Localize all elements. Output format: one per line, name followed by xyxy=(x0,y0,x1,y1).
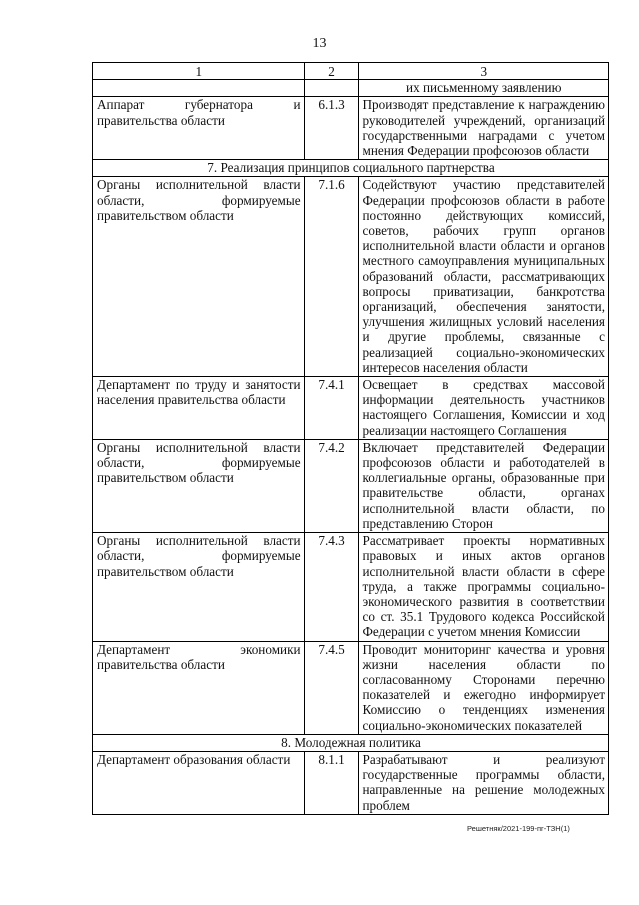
org-cell: Органы исполнительной власти области, формируемые правительством области xyxy=(93,439,305,532)
org-cell: Департамент по труду и занятости населения правительства области xyxy=(93,377,305,440)
section-row xyxy=(93,160,609,177)
table-row xyxy=(93,439,609,532)
measure-text-cell: Содействуют участию представителей Федерации профсоюзов области в работе постоянно действующих комиссий, советов, рабочих групп органов исполнительной власти области и органов местного самоуправления муниципальных образований области, рассматривающих вопросы приватизации, банкротства организаций, обеспечения занятости, улучшения жилищных условий населения и другие проблемы, связанные с реализацией социально-экономических интересов населения области xyxy=(358,177,609,377)
item-code-cell: 7.1.6 xyxy=(304,177,358,377)
table-header-row xyxy=(93,63,609,80)
org-cell: Аппарат губернатора и правительства области xyxy=(93,97,305,160)
continuation-row xyxy=(93,80,609,97)
column-header-1: 1 xyxy=(93,63,305,80)
item-code-cell: 7.4.2 xyxy=(304,439,358,532)
column-header-2: 2 xyxy=(304,63,358,80)
measure-text-cell: Проводит мониторинг качества и уровня жизни населения области по согласованному Сторонами перечню показателей и ежегодно информирует Комиссию о тенденциях изменения социально-экономических показателей xyxy=(358,641,609,734)
item-code-cell: 7.4.5 xyxy=(304,641,358,734)
continuation-text: их письменному заявлению xyxy=(358,80,609,97)
table-row xyxy=(93,641,609,734)
table-row xyxy=(93,751,609,814)
org-cell: Органы исполнительной власти области, формируемые правительством области xyxy=(93,177,305,377)
org-cell: Органы исполнительной власти области, формируемые правительством области xyxy=(93,533,305,641)
column-header-3: 3 xyxy=(358,63,609,80)
item-code-cell: 7.4.1 xyxy=(304,377,358,440)
page-number: 13 xyxy=(312,36,327,51)
measure-text-cell: Рассматривает проекты нормативных правовых и иных актов органов исполнительной власти области в сфере труда, а также программы социально-экономического развития в соответствии со ст. 35.1 Трудового кодекса Российской Федерации с учетом мнения Комиссии xyxy=(358,533,609,641)
item-code-cell: 7.4.3 xyxy=(304,533,358,641)
measure-text-cell: Включает представителей Федерации профсоюзов области и работодателей в коллегиальные органы, образованные при правительстве области, органах исполнительной власти области, по представлению Сторон xyxy=(358,439,609,532)
org-cell: Департамент экономики правительства области xyxy=(93,641,305,734)
measure-text-cell: Производят представление к награждению руководителей учреждений, организаций государственными наградами с учетом мнения Федерации профсоюзов области xyxy=(358,97,609,160)
table-row xyxy=(93,177,609,377)
org-cell: Департамент образования области xyxy=(93,751,305,814)
table-row xyxy=(93,533,609,641)
section-heading: 7. Реализация принципов социального партнерства xyxy=(93,160,609,177)
table-row xyxy=(93,97,609,160)
section-heading: 8. Молодежная политика xyxy=(93,734,609,751)
section-row xyxy=(93,734,609,751)
table-row xyxy=(93,377,609,440)
document-stamp: Решетняк/2021-199-пг-ТЗН(1) xyxy=(467,824,570,833)
item-code-cell: 8.1.1 xyxy=(304,751,358,814)
measure-text-cell: Разрабатывают и реализуют государственные программы области, направленные на решение молодежных проблем xyxy=(358,751,609,814)
item-code-cell: 6.1.3 xyxy=(304,97,358,160)
measure-text-cell: Освещает в средствах массовой информации деятельность участников настоящего Соглашения, Комиссии и ход реализации настоящего Соглашения xyxy=(358,377,609,440)
agreement-table xyxy=(92,62,609,815)
